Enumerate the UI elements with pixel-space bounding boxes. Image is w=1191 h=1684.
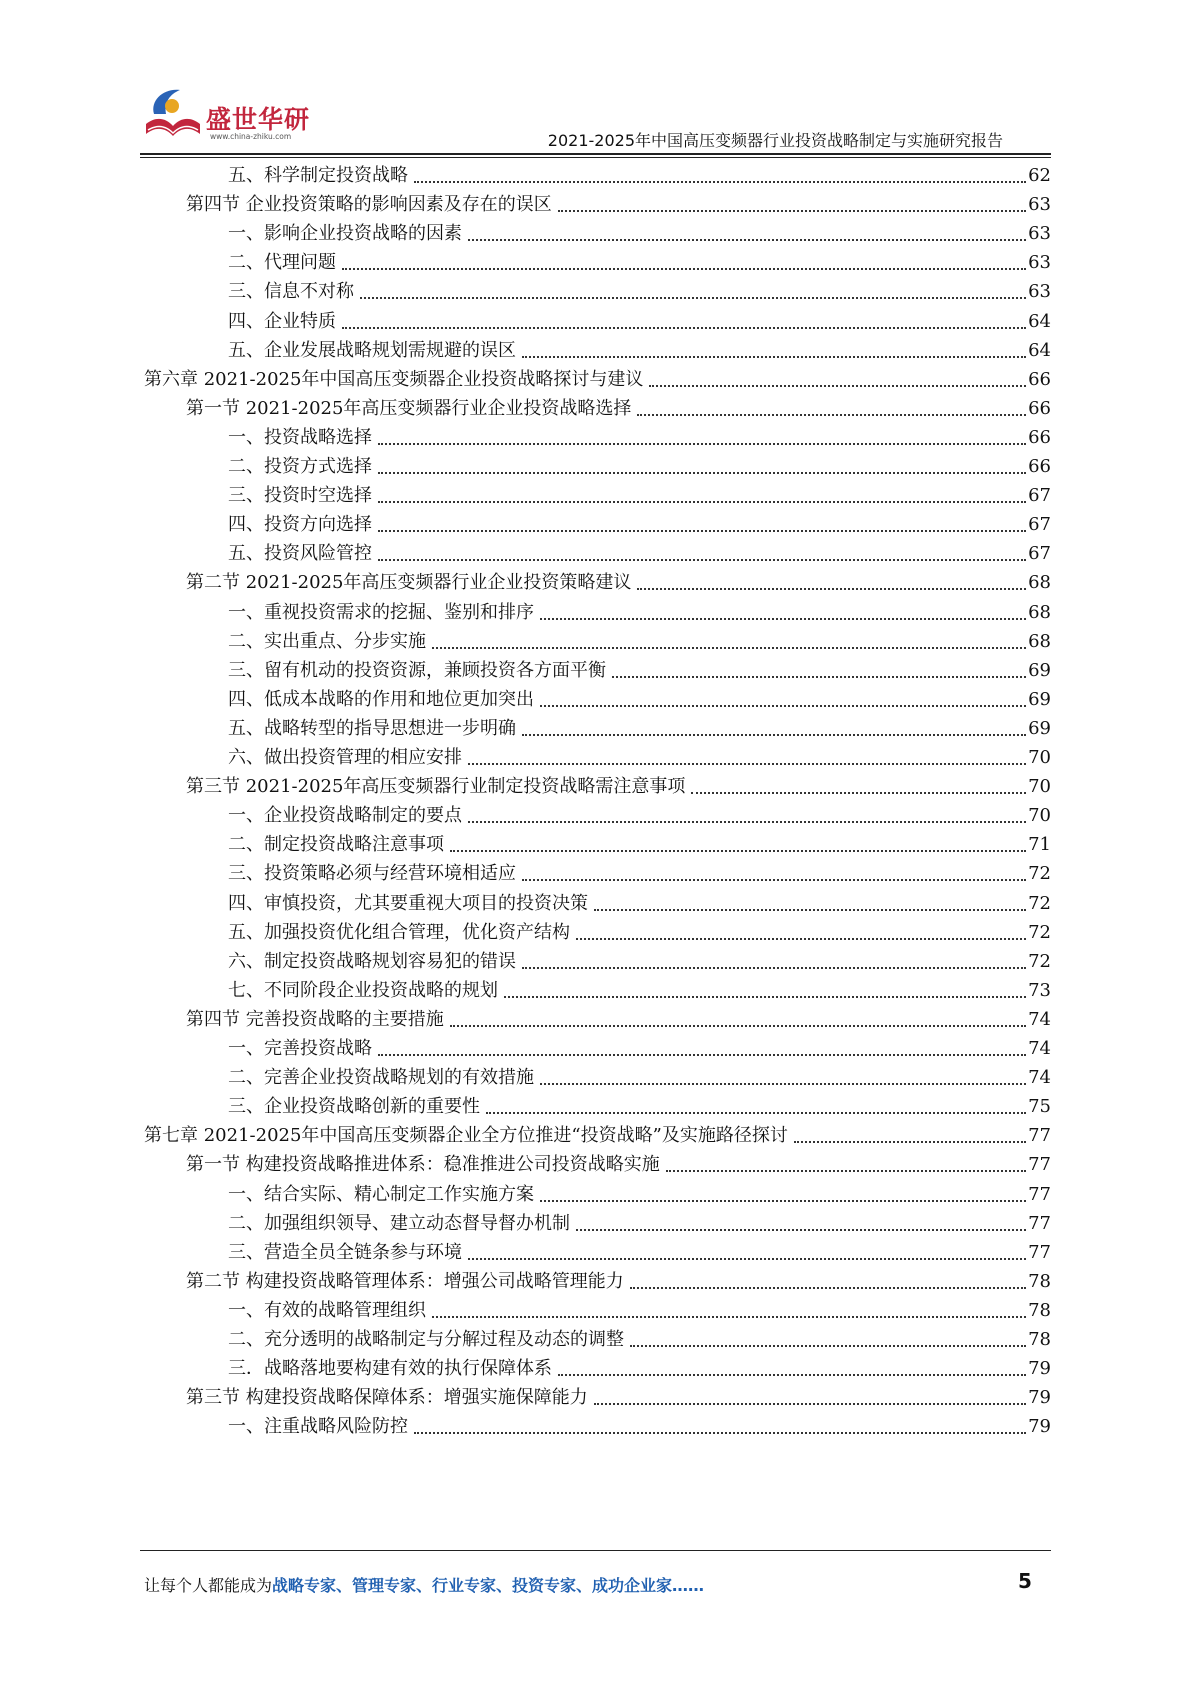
toc-entry-title: 第三节 构建投资战略保障体系：增强实施保障能力 — [186, 1387, 588, 1409]
toc-entry-page: 72 — [1028, 863, 1051, 885]
toc-entry-page: 66 — [1028, 368, 1051, 390]
toc-leader-dots — [522, 967, 1026, 969]
toc-leader-dots — [378, 443, 1026, 445]
toc-entry[interactable] — [228, 917, 1051, 948]
toc-entry-page: 68 — [1028, 572, 1051, 594]
toc-entry-title: 第六章 2021-2025年中国高压变频器企业投资战略探讨与建议 — [144, 368, 644, 390]
toc-entry[interactable] — [228, 1295, 1051, 1326]
footer-slogan-lead: 让每个人都能成为 — [144, 1576, 273, 1595]
toc-entry[interactable] — [228, 1411, 1051, 1442]
toc-entry[interactable] — [228, 655, 1051, 686]
toc-leader-dots — [414, 1432, 1026, 1434]
toc-entry-title: 第二节 2021-2025年高压变频器行业企业投资策略建议 — [186, 572, 632, 594]
toc-leader-dots — [378, 1054, 1026, 1056]
toc-entry-page: 64 — [1028, 339, 1051, 361]
toc-leader-dots — [691, 792, 1026, 794]
toc-entry[interactable] — [228, 276, 1051, 307]
toc-entry-page: 63 — [1028, 223, 1051, 245]
toc-entry-title: 一、投资战略选择 — [228, 426, 372, 448]
footer-divider — [140, 1550, 1051, 1551]
toc-entry-page: 67 — [1028, 514, 1051, 536]
toc-entry-title: 第四节 完善投资战略的主要措施 — [186, 1008, 444, 1030]
toc-entry-page: 77 — [1028, 1125, 1051, 1147]
toc-entry[interactable] — [228, 480, 1051, 511]
toc-entry[interactable] — [228, 597, 1051, 628]
toc-leader-dots — [342, 268, 1026, 270]
toc-entry-title: 四、低成本战略的作用和地位更加突出 — [228, 688, 534, 710]
toc-leader-dots — [378, 530, 1026, 532]
toc-entry[interactable] — [228, 509, 1051, 540]
toc-leader-dots — [666, 1170, 1026, 1172]
toc-entry-title: 六、制定投资战略规划容易犯的错误 — [228, 950, 516, 972]
toc-entry[interactable] — [228, 422, 1051, 453]
toc-entry-page: 77 — [1028, 1154, 1051, 1176]
toc-entry-page: 78 — [1028, 1329, 1051, 1350]
toc-entry[interactable] — [228, 713, 1051, 744]
toc-leader-dots — [504, 996, 1026, 998]
toc-entry-title: 三、投资策略必须与经营环境相适应 — [228, 863, 516, 885]
toc-entry-title: 二、充分透明的战略制定与分解过程及动态的调整 — [228, 1329, 624, 1350]
toc-entry-page: 69 — [1028, 688, 1051, 710]
toc-entry[interactable] — [228, 1208, 1051, 1239]
toc-leader-dots — [637, 588, 1026, 590]
toc-entry-title: 三、营造全员全链条参与环境 — [228, 1241, 462, 1263]
toc-entry-title: 七、不同阶段企业投资战略的规划 — [228, 979, 498, 1001]
toc-entry-page: 67 — [1028, 543, 1051, 565]
toc-leader-dots — [432, 647, 1026, 649]
toc-leader-dots — [450, 850, 1026, 852]
toc-entry-title: 一、注重战略风险防控 — [228, 1416, 408, 1438]
toc-leader-dots — [594, 909, 1026, 911]
toc-entry-page: 79 — [1028, 1387, 1051, 1409]
header-divider-thin — [140, 157, 1051, 158]
toc-leader-dots — [637, 414, 1026, 416]
toc-entry-title: 一、结合实际、精心制定工作实施方案 — [228, 1183, 534, 1205]
toc-entry-page: 71 — [1028, 834, 1051, 856]
toc-entry-title: 一、企业投资战略制定的要点 — [228, 805, 462, 827]
toc-entry-title: 第三节 2021-2025年高压变频器行业制定投资战略需注意事项 — [186, 776, 686, 798]
toc-entry-page: 72 — [1028, 892, 1051, 914]
toc-entry-title: 五、投资风险管控 — [228, 543, 372, 565]
toc-entry-page: 67 — [1028, 485, 1051, 507]
toc-entry-title: 第四节 企业投资策略的影响因素及存在的误区 — [186, 194, 552, 216]
toc-leader-dots — [378, 559, 1026, 561]
toc-leader-dots — [576, 1229, 1026, 1231]
toc-entry-page: 77 — [1028, 1241, 1051, 1263]
company-logo — [140, 80, 380, 150]
toc-entry[interactable] — [228, 451, 1051, 482]
toc-entry-page: 70 — [1028, 747, 1051, 768]
toc-entry-page: 74 — [1028, 1008, 1051, 1030]
toc-entry-title: 二、投资方式选择 — [228, 456, 372, 477]
toc-leader-dots — [450, 1025, 1026, 1027]
toc-entry[interactable] — [144, 364, 1051, 395]
toc-entry-title: 一、有效的战略管理组织 — [228, 1299, 426, 1321]
toc-entry-title: 四、审慎投资，尤其要重视大项目的投资决策 — [228, 892, 588, 914]
toc-entry-page: 63 — [1028, 281, 1051, 303]
toc-entry[interactable] — [228, 1091, 1051, 1122]
toc-entry[interactable] — [228, 1324, 1051, 1355]
toc-entry-title: 一、影响企业投资战略的因素 — [228, 223, 462, 245]
toc-leader-dots — [558, 210, 1026, 212]
header-divider — [140, 153, 1051, 155]
toc-entry[interactable] — [228, 888, 1051, 919]
toc-entry-title: 三、留有机动的投资资源，兼顾投资各方面平衡 — [228, 659, 606, 681]
toc-leader-dots — [378, 501, 1026, 503]
toc-leader-dots — [522, 734, 1026, 736]
toc-entry-page: 69 — [1028, 659, 1051, 681]
toc-entry[interactable] — [186, 189, 1051, 220]
toc-entry[interactable] — [186, 1004, 1051, 1035]
toc-entry-title: 六、做出投资管理的相应安排 — [228, 747, 462, 768]
toc-entry-title: 二、加强组织领导、建立动态督导督办机制 — [228, 1212, 570, 1234]
footer-slogan — [144, 1573, 704, 1596]
toc-entry[interactable] — [228, 538, 1051, 569]
toc-entry[interactable] — [228, 218, 1051, 249]
toc-entry[interactable] — [228, 975, 1051, 1006]
toc-entry-page: 70 — [1028, 776, 1051, 798]
toc-leader-dots — [540, 1200, 1026, 1202]
toc-entry-page: 69 — [1028, 717, 1051, 739]
toc-entry[interactable] — [228, 684, 1051, 715]
toc-entry-page: 73 — [1028, 979, 1051, 1001]
toc-entry-title: 三、信息不对称 — [228, 281, 354, 303]
toc-entry-title: 五、科学制定投资战略 — [228, 165, 408, 186]
toc-entry-title: 二、制定投资战略注意事项 — [228, 834, 444, 856]
toc-leader-dots — [468, 239, 1026, 241]
toc-entry[interactable] — [228, 742, 1051, 773]
toc-leader-dots — [630, 1345, 1026, 1347]
logo-url: www.china-zhiku.com — [210, 132, 292, 141]
toc-entry[interactable] — [228, 800, 1051, 831]
toc-entry-title: 二、代理问题 — [228, 252, 336, 274]
toc-leader-dots — [378, 472, 1026, 474]
toc-entry[interactable] — [228, 160, 1051, 191]
toc-leader-dots — [486, 1112, 1026, 1114]
toc-entry-page: 68 — [1028, 601, 1051, 623]
toc-entry-title: 五、战略转型的指导思想进一步明确 — [228, 717, 516, 739]
toc-entry-page: 68 — [1028, 630, 1051, 652]
toc-entry-title: 四、投资方向选择 — [228, 514, 372, 536]
toc-entry[interactable] — [228, 1062, 1051, 1093]
toc-leader-dots — [540, 1083, 1026, 1085]
toc-leader-dots — [522, 356, 1026, 358]
toc-leader-dots — [414, 181, 1026, 183]
toc-entry[interactable] — [186, 771, 1051, 802]
toc-leader-dots — [612, 676, 1026, 678]
logo-book-icon — [140, 84, 206, 144]
toc-entry[interactable] — [186, 1149, 1051, 1180]
toc-entry[interactable] — [228, 335, 1051, 366]
toc-entry-page: 64 — [1028, 310, 1051, 332]
toc-entry[interactable] — [186, 393, 1051, 424]
toc-entry[interactable] — [228, 1179, 1051, 1210]
toc-entry-page: 66 — [1028, 456, 1051, 477]
toc-entry-page: 70 — [1028, 805, 1051, 827]
report-title: 2021-2025年中国高压变频器行业投资战略制定与实施研究报告 — [547, 131, 1003, 150]
toc-entry-page: 79 — [1028, 1358, 1051, 1380]
toc-entry[interactable] — [228, 1353, 1051, 1384]
toc-entry-title: 三、投资时空选择 — [228, 485, 372, 507]
toc-leader-dots — [342, 327, 1026, 329]
toc-entry-page: 66 — [1028, 397, 1051, 419]
toc-entry[interactable] — [228, 247, 1051, 278]
toc-leader-dots — [468, 1258, 1026, 1260]
toc-entry-page: 63 — [1028, 252, 1051, 274]
toc-entry[interactable] — [228, 626, 1051, 657]
toc-entry[interactable] — [228, 306, 1051, 337]
toc-leader-dots — [630, 1287, 1026, 1289]
toc-entry[interactable] — [186, 1266, 1051, 1297]
toc-leader-dots — [360, 297, 1026, 299]
toc-entry-page: 74 — [1028, 1038, 1051, 1059]
toc-entry-title: 一、完善投资战略 — [228, 1038, 372, 1059]
toc-entry-page: 72 — [1028, 950, 1051, 972]
toc-entry[interactable] — [144, 1120, 1051, 1151]
toc-entry-page: 63 — [1028, 194, 1051, 216]
toc-entry-title: 五、企业发展战略规划需规避的误区 — [228, 339, 516, 361]
page-number: 5 — [1018, 1569, 1032, 1593]
toc-entry[interactable] — [228, 858, 1051, 889]
toc-entry[interactable] — [186, 567, 1051, 598]
toc-entry-title: 一、重视投资需求的挖掘、鉴别和排序 — [228, 601, 534, 623]
toc-leader-dots — [522, 879, 1026, 881]
toc-entry-title: 三、企业投资战略创新的重要性 — [228, 1096, 480, 1118]
toc-entry-page: 72 — [1028, 921, 1051, 943]
toc-leader-dots — [468, 821, 1026, 823]
page-header — [140, 80, 1051, 150]
toc-entry-title: 三．战略落地要构建有效的执行保障体系 — [228, 1358, 552, 1380]
toc-entry-page: 66 — [1028, 426, 1051, 448]
toc-entry-title: 第七章 2021-2025年中国高压变频器企业全方位推进“投资战略”及实施路径探讨 — [144, 1125, 788, 1147]
toc-entry[interactable] — [186, 1382, 1051, 1413]
toc-entry-title: 五、加强投资优化组合管理，优化资产结构 — [228, 921, 570, 943]
logo-name: 盛世华研 — [206, 105, 311, 134]
toc-entry-page: 62 — [1028, 165, 1051, 186]
toc-entry-title: 第一节 2021-2025年高压变频器行业企业投资战略选择 — [186, 397, 632, 419]
toc-entry[interactable] — [228, 946, 1051, 977]
toc-entry[interactable] — [228, 829, 1051, 860]
toc-entry-page: 77 — [1028, 1183, 1051, 1205]
toc-leader-dots — [558, 1374, 1026, 1376]
toc-entry-title: 四、企业特质 — [228, 310, 336, 332]
toc-entry-title: 第一节 构建投资战略推进体系：稳准推进公司投资战略实施 — [186, 1154, 660, 1176]
toc-entry-page: 78 — [1028, 1270, 1051, 1292]
toc-leader-dots — [468, 763, 1026, 765]
toc-entry-page: 75 — [1028, 1096, 1051, 1118]
toc-entry[interactable] — [228, 1237, 1051, 1268]
toc-entry-page: 74 — [1028, 1067, 1051, 1089]
toc-entry-page: 79 — [1028, 1416, 1051, 1438]
toc-leader-dots — [576, 938, 1026, 940]
toc-leader-dots — [594, 1403, 1026, 1405]
toc-leader-dots — [432, 1316, 1026, 1318]
toc-leader-dots — [540, 705, 1026, 707]
toc-leader-dots — [794, 1141, 1026, 1143]
toc-entry-title: 二、完善企业投资战略规划的有效措施 — [228, 1067, 534, 1089]
toc-leader-dots — [540, 618, 1026, 620]
toc-entry-page: 78 — [1028, 1299, 1051, 1321]
footer-slogan-highlight: 战略专家、管理专家、行业专家、投资专家、成功企业家…… — [272, 1576, 705, 1595]
toc-leader-dots — [649, 385, 1026, 387]
toc-entry[interactable] — [228, 1033, 1051, 1064]
toc-entry-title: 二、实出重点、分步实施 — [228, 630, 426, 652]
toc-entry-page: 77 — [1028, 1212, 1051, 1234]
toc-entry-title: 第二节 构建投资战略管理体系：增强公司战略管理能力 — [186, 1270, 624, 1292]
